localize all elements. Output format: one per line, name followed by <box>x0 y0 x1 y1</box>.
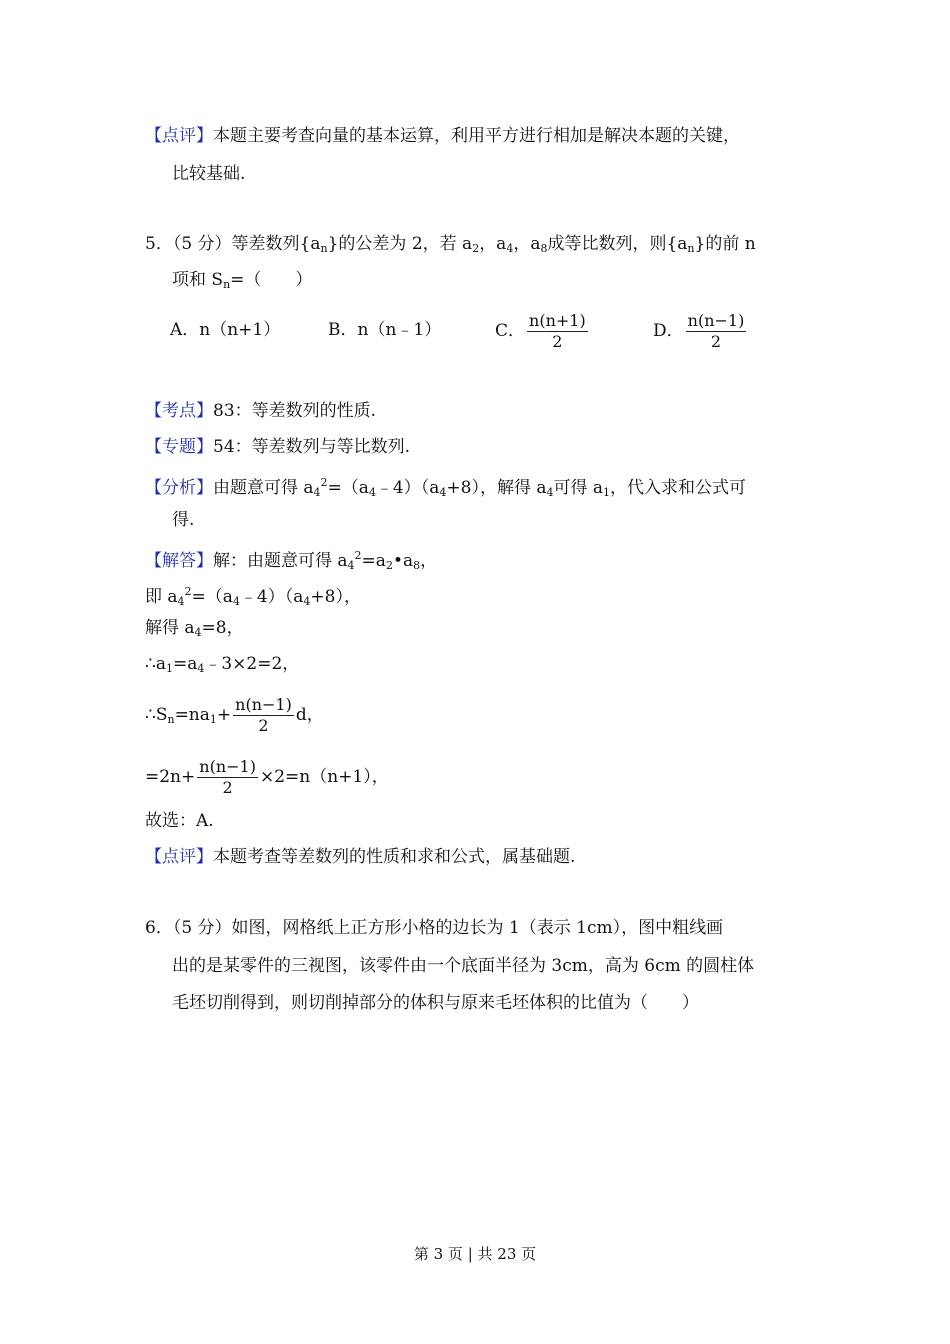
kaodian-line <box>145 399 376 423</box>
option-c[interactable] <box>495 312 590 351</box>
text: ﹣3×2=2， <box>204 654 300 674</box>
sub-4: 4 <box>546 486 554 499</box>
jieda-line-1 <box>145 544 437 578</box>
sub-4: 4 <box>197 662 205 675</box>
fraction <box>686 312 747 351</box>
jieda-line-5 <box>145 696 324 735</box>
text: ，代入求和公式可 <box>610 478 747 498</box>
sub-4: 4 <box>368 486 376 499</box>
text: =8， <box>201 618 244 638</box>
seq-open: {a <box>666 234 688 254</box>
text: =（ ） <box>230 270 313 290</box>
text: + <box>216 705 232 725</box>
zhuanti-line <box>145 435 410 459</box>
jieda-line-2 <box>145 580 361 614</box>
fenxi-line-2: 得. <box>172 510 195 530</box>
jieda-line-7: 故选：A. <box>145 811 214 831</box>
text: =（a <box>327 478 369 498</box>
text: ∴S <box>145 705 168 725</box>
text: 解：由题意可得 a <box>213 551 348 571</box>
sup-2: 2 <box>320 476 328 489</box>
text: ，a <box>513 234 541 254</box>
sub-n: n <box>167 713 175 726</box>
fraction <box>197 758 258 797</box>
kaodian-text: 83：等差数列的性质. <box>213 401 377 421</box>
kaodian-tag: 【考点】 <box>145 401 213 421</box>
sub-4: 4 <box>313 486 321 499</box>
sub-8: 8 <box>540 242 548 255</box>
text: 项和 S <box>172 270 224 290</box>
text: =（a <box>191 587 233 607</box>
question-6-line-3: 毛坯切削得到，则切削掉部分的体积与原来毛坯体积的比值为（ ） <box>172 993 699 1013</box>
numerator: n(n−1) <box>199 757 256 776</box>
text: =na <box>174 705 210 725</box>
text: 成等比数列，则 <box>547 234 667 254</box>
sub-4: 4 <box>303 595 311 608</box>
sup-2: 2 <box>354 549 362 562</box>
denominator: 2 <box>710 332 722 351</box>
option-d[interactable] <box>653 312 748 351</box>
text: ﹣4）（a <box>375 478 440 498</box>
text: 由题意可得 a <box>213 478 314 498</box>
sub-4: 4 <box>439 486 447 499</box>
fraction <box>527 312 588 351</box>
numerator: n(n+1) <box>529 311 586 330</box>
text: =2n+ <box>145 767 196 787</box>
text: 即 a <box>145 587 178 607</box>
sub-1: 1 <box>603 486 611 499</box>
sub-4: 4 <box>347 559 355 572</box>
review-text: 本题主要考查向量的基本运算，利用平方进行相加是解决本题的关键， <box>213 126 740 146</box>
review-tag: 【点评】 <box>145 126 213 146</box>
text: =a <box>361 551 386 571</box>
denominator: 2 <box>258 716 269 735</box>
text: •a <box>392 551 414 571</box>
text: ∴a <box>145 654 166 674</box>
jieda-line-3 <box>145 616 244 645</box>
text: d， <box>295 705 324 725</box>
sub-4: 4 <box>194 626 202 639</box>
sub-8: 8 <box>413 559 421 572</box>
page-footer: 第 3 页 | 共 23 页 <box>413 1245 537 1263</box>
question-6-line-2: 出的是某零件的三视图，该零件由一个底面半径为 3cm，高为 6cm 的圆柱体 <box>172 956 755 976</box>
question-number: 5．（5 分）等差数列 <box>145 234 300 254</box>
text: ， <box>420 551 438 571</box>
seq-close: } <box>694 234 706 254</box>
review-text: 本题考查等差数列的性质和求和公式，属基础题. <box>213 847 576 867</box>
text: ，a <box>479 234 507 254</box>
sub-4: 4 <box>506 242 514 255</box>
sub-4: 4 <box>177 595 185 608</box>
text: ﹣4）（a <box>239 587 304 607</box>
fraction <box>233 696 294 735</box>
option-d-label: D． <box>653 321 684 341</box>
question-6-line-1: 6．（5 分）如图，网格纸上正方形小格的边长为 1（表示 1cm），图中粗线画 <box>145 918 724 938</box>
sup-2: 2 <box>184 585 192 598</box>
sub-2: 2 <box>385 559 393 572</box>
text: ×2=n（n+1）， <box>259 767 389 787</box>
review-2-line <box>145 845 575 869</box>
text: 的前 n <box>705 234 756 254</box>
option-b[interactable]: B．n（n﹣1） <box>328 320 442 340</box>
text: 可得 a <box>553 478 604 498</box>
text: 的公差为 2，若 a <box>338 234 473 254</box>
numerator: n(n−1) <box>235 695 292 714</box>
sub-1: 1 <box>165 662 173 675</box>
sub-n: n <box>687 242 695 255</box>
seq-open: {a <box>299 234 321 254</box>
jieda-tag: 【解答】 <box>145 551 213 571</box>
fenxi-tag: 【分析】 <box>145 478 213 498</box>
sub-1: 1 <box>209 713 217 726</box>
fenxi-line-1 <box>145 471 746 505</box>
sub-n: n <box>223 278 231 291</box>
seq-close: } <box>327 234 339 254</box>
sub-n: n <box>320 242 328 255</box>
numerator: n(n−1) <box>687 311 745 330</box>
review-1-line-2: 比较基础. <box>172 164 246 184</box>
jieda-line-6 <box>145 758 389 797</box>
zhuanti-text: 54：等差数列与等比数列. <box>213 437 411 457</box>
question-5-line-2 <box>172 268 312 297</box>
text: 解得 a <box>145 618 195 638</box>
text: +8）， <box>310 587 361 607</box>
denominator: 2 <box>552 332 563 351</box>
text: =a <box>172 654 198 674</box>
sub-2: 2 <box>472 242 480 255</box>
review-tag: 【点评】 <box>145 847 213 867</box>
question-5-line-1 <box>145 232 756 261</box>
option-c-label: C． <box>495 321 526 341</box>
review-1-line-1 <box>145 124 740 148</box>
sub-4: 4 <box>232 595 240 608</box>
jieda-line-4 <box>145 652 299 681</box>
zhuanti-tag: 【专题】 <box>145 437 213 457</box>
denominator: 2 <box>222 778 233 797</box>
option-a[interactable]: A．n（n+1） <box>170 320 281 340</box>
text: +8），解得 a <box>446 478 547 498</box>
